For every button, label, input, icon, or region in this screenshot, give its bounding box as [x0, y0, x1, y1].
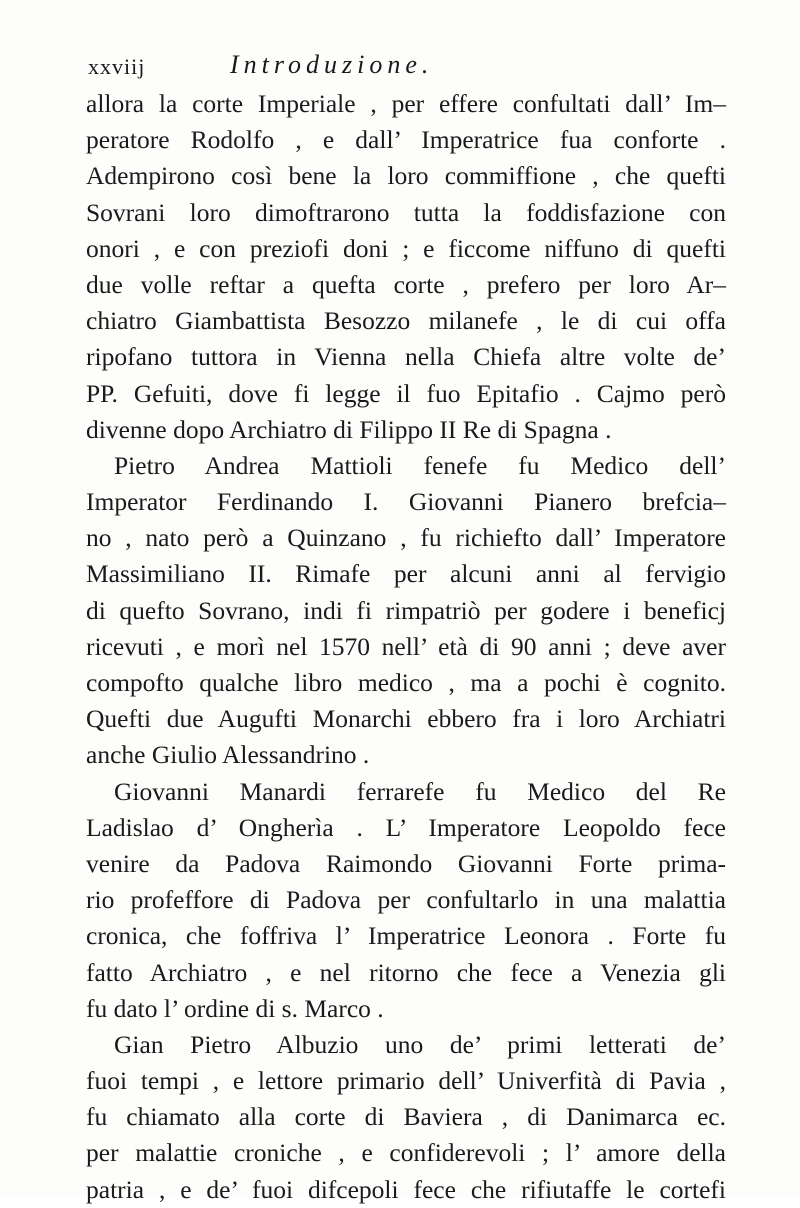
text-line: fatto Archiatro , e nel ritorno che fece a Venezia gli	[86, 957, 726, 987]
running-head	[88, 48, 740, 84]
text-line: divenne dopo Archiatro di Filippo II Re di Spagna .	[86, 414, 612, 444]
text-line: Imperator Ferdinando I. Giovanni Pianero brefcia–	[86, 487, 726, 517]
text-line: rio profeffore di Padova per confultarlo in una malattia	[86, 885, 726, 915]
text-line: chiatro Giambattista Besozzo milanefe , le di cui offa	[86, 306, 726, 336]
text-line: anche Giulio Alessandrino .	[86, 740, 370, 770]
text-line: Gian Pietro Albuzio uno de’ primi letterati de’	[114, 1029, 726, 1059]
text-line: Quefti due Augufti Monarchi ebbero fra i loro Archiatri	[86, 704, 726, 734]
text-line: Pietro Andrea Mattioli fenefe fu Medico dell’	[114, 450, 726, 480]
text-line: PP. Gefuiti, dove fi legge il fuo Epitafio . Cajmo però	[86, 378, 726, 408]
text-line: cronica, che foffriva l’ Imperatrice Leonora . Forte fu	[86, 921, 726, 951]
text-line: Massimiliano II. Rimafe per alcuni anni al fervigio	[86, 559, 726, 589]
text-line: patria , e de’ fuoi difcepoli fece che rifiutaffe le cortefi	[86, 1174, 726, 1204]
text-line: Giovanni Manardi ferrarefe fu Medico del Re	[114, 776, 726, 806]
text-line: fuoi tempi , e lettore primario dell’ Univerfità di Pavia ,	[86, 1066, 726, 1096]
text-line: allora la corte Imperiale , per effere confultati dall’ Im–	[86, 89, 726, 118]
text-line: due volle reftar a quefta corte , prefero per loro Ar–	[86, 269, 726, 299]
text-line: onori , e con preziofi doni ; e ficcome niffuno di quefti	[86, 233, 726, 263]
text-line: Adempirono così bene la loro commiffione , che quefti	[86, 161, 726, 191]
text-line: per malattie croniche , e confiderevoli ; l’ amore della	[86, 1138, 726, 1168]
text-line: peratore Rodolfo , e dall’ Imperatrice fua conforte .	[86, 125, 726, 155]
text-line: venire da Padova Raimondo Giovanni Forte prima-	[86, 848, 726, 878]
text-line: no , nato però a Quinzano , fu richiefto dall’ Imperatore	[86, 523, 726, 553]
page-number: xxviij	[88, 54, 146, 79]
text-line: fu chiamato alla corte di Baviera , di Danimarca ec.	[86, 1102, 726, 1132]
text-line: compofto qualche libro medico , ma a pochi è cognito.	[86, 668, 726, 697]
text-line: ripofano tuttora in Vienna nella Chiefa altre volte de’	[86, 342, 726, 372]
text-line: di quefto Sovrano, indi fi rimpatriò per godere i beneficj	[86, 595, 726, 625]
text-line: Sovrani loro dimoftrarono tutta la foddisfazione con	[86, 197, 726, 227]
text-line: fu dato l’ ordine di s. Marco .	[86, 993, 384, 1023]
text-line: Ladislao d’ Ongherìa . L’ Imperatore Leopoldo fece	[86, 812, 726, 842]
running-title: Introduzione.	[230, 50, 434, 79]
text-line: ricevuti , e morì nel 1570 nell’ età di 90 anni ; deve aver	[86, 631, 726, 661]
body-text	[86, 86, 726, 1208]
